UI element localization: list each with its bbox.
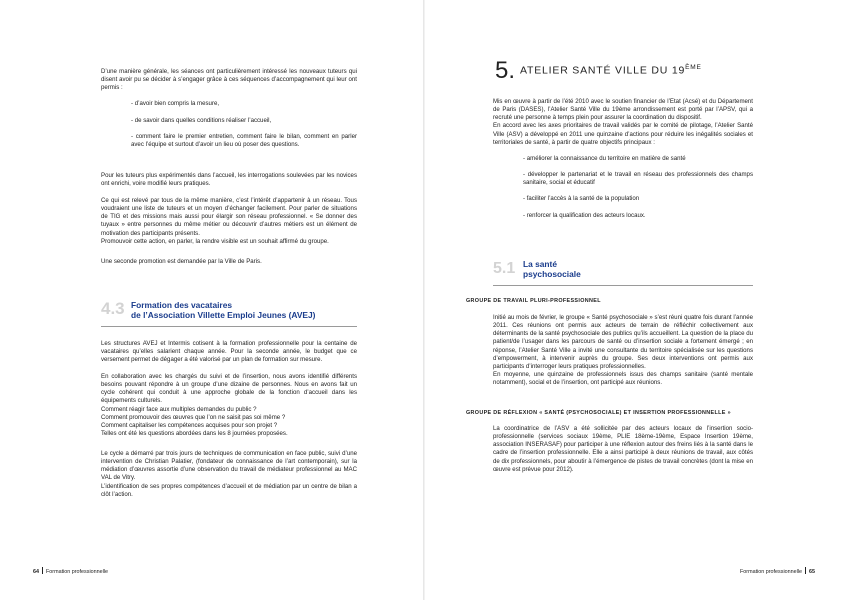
group1-text: Initié au mois de février, le groupe « Santé psychosociale » s’est réuni quatre fois durant l’année 2011. Ces réunions ont permis aux acteurs de terrain de réfléchir collectivement aux déterminants de la santé psychosociale des publics qu’ils accueillent. La question de la place du patient/de l’usager dans les parcours de santé ou d’insertion sociale a fortement émergé ; en réponse, l’Atelier Santé Ville a invité une consultante du territoire spécialisée sur les questions d’empowerment, à intervenir auprès du groupe. Ses deux interventions ont permis aux participants d’interroger leurs pratiques professionnelles. En moyenne, une quinzaine de professionnels issus des champs sanitaire (santé mentale notamment), social et de l’insertion, ont participé aux réunions. [493,314,753,387]
section-title: Formation des vacataires de l’Association Villette Emploi Jeunes (AVEJ) [131,300,316,320]
section-number: 4.3 [101,299,125,318]
group-heading: GROUPE DE RÉFLEXION « SANTÉ (PSYCHOSOCIALE) ET INSERTION PROFESSIONNELLE » [466,410,731,416]
page-number: 64 [33,569,39,575]
objective-item: - améliorer la connaissance du territoire en matière de santé [523,154,686,162]
chapter-title: ATELIER SANTÉ VILLE DU 19ÈME [520,64,702,77]
page-number: 65 [809,569,816,575]
objective-item: - développer le partenariat et le travail en réseau des professionnels des champs sanitaire, social et éducatif [523,171,753,187]
intro-bullet: - de savoir dans quelles conditions réaliser l’accueil, [131,116,272,124]
network-paragraph: Ce qui est relevé par tous de la même manière, c’est l’intérêt d’appartenir à un réseau. Tous voudraient une liste de tuteurs et un moyen d’échanger facilement. Pour parler de situations de TIG et des missions mais aussi pour élargir son réseau professionnel. « Se donner des tuyaux » entre personnes du même métier ou découvrir d’autres métiers est un élément de motivation des participants présents. Promouvoir cette action, en parler, la rendre visible est un souhait affirmé du groupe. [101,197,357,245]
intro-block [101,68,357,149]
footer-label: Formation professionnelle [46,569,109,575]
objective-item: - renforcer la qualification des acteurs locaux. [523,211,646,219]
intro-paragraph: D’une manière générale, les séances ont particulièrement intéressé les nouveaux tuteurs qui disent avoir pu se décider à s’engager grâce à ces séquences d’accompagnement qui leur ont permis : [101,68,357,92]
right-footer [740,567,815,575]
intro-bullet: - comment faire le premier entretien, comment faire le bilan, comment en parler avec l’équipe et surtout d’avoir un lieu où poser des questions. [131,132,357,148]
section-number: 5.1 [493,260,516,277]
collaboration-paragraph: En collaboration avec les chargés du suivi et de l’insertion, nous avons identifié différents besoins pouvant répondre à un groupe d’une dizaine de personnes. Nous en avons fait un cycle cohérent qui conduit à une approche globale de la fonction d’accueil dans les équipements culturels. Comment réagir face aux multiples demandes du public ? Comment promouvoir des œuvres que l’on ne saisit pas soi même ? Comment capitaliser les compétences acquises pour son projet ? Telles ont été les questions abordées dans les 8 journées proposées. [101,373,357,438]
chapter-number: 5. [495,57,516,84]
avej-paragraph: Les structures AVEJ et Intermis cotisent à la formation professionnelle pour la centaine de vacataires qu’elles salarient chaque année. Pour la seconde année, le budget que ce versement permet de dégager a été valorisé par un plan de formation sur mesure. [101,340,357,364]
promotion-paragraph: Une seconde promotion est demandée par la Ville de Paris. [101,258,262,265]
chapter-intro: Mis en œuvre à partir de l’été 2010 avec le soutien financier de l’Etat (Acsé) et du Département de Paris (DASES), l’Atelier Santé Ville du 19ème arrondissement est porté par l’APSV, qui a recruté une personne à temps plein pour assurer la coordination du dispositif. En accord avec les axes prioritaires de travail validés par le comité de pilotage, l’Atelier Santé Ville (ASV) a développé en 2011 une quinzaine d’actions pour réduire les inégalités sociales et territoriales de santé, à partir de quatre objectifs principaux : - améliorer la connaissance du territoire en matière de santé - développer le partenariat et le travail en réseau des professionnels des champs sanitaire, social et éducatif - faciliter l’accès à la santé de la population - renforcer la qualification des acteurs locaux. [493,98,753,219]
cycle-paragraph: Le cycle a démarré par trois jours de techniques de communication en face public, suivi d’une intervention de Christian Palatier, (fondateur de connaissance de l’art contemporain), sur la médiation d’œuvres assortie d’une observation du travail de médiateur professionnel au MAC VAL de Vitry. L’identification de ses propres compétences d’accueil et de médiation par un centre de bilan a clôt l’action. [101,450,357,498]
left-footer [33,567,108,575]
footer-label: Formation professionnelle [740,569,803,575]
section-rule [101,326,357,327]
section-rule [493,285,753,286]
group2-text: La coordinatrice de l’ASV a été sollicitée par des acteurs locaux de l’insertion socio-professionnelle (services sociaux 19ème, PLIE 18ème-19ème, Espace Insertion 19ème, association INSERASAF) pour participer à une réflexion autour des freins liés à la santé dans le cadre de l’insertion professionnelle. Elle a ainsi participé à deux réunions de travail, aux côtés de dix professionnels, pour aboutir à l’émergence de pistes de travail concrètes (dont la mise en œuvre est prévue pour 2012). [493,425,753,473]
left-page [0,0,424,600]
objective-item: - faciliter l’accès à la santé de la population [523,195,640,203]
group-heading: GROUPE DE TRAVAIL PLURI-PROFESSIONNEL [466,298,601,304]
section-title: La santé psychosociale [523,259,581,279]
tutors-paragraph: Pour les tuteurs plus expérimentés dans l’accueil, les interrogations soulevées par les novices ont enrichi, voire modifié leurs pratiques. [101,172,357,188]
intro-bullet: - d’avoir bien compris la mesure, [131,100,220,108]
